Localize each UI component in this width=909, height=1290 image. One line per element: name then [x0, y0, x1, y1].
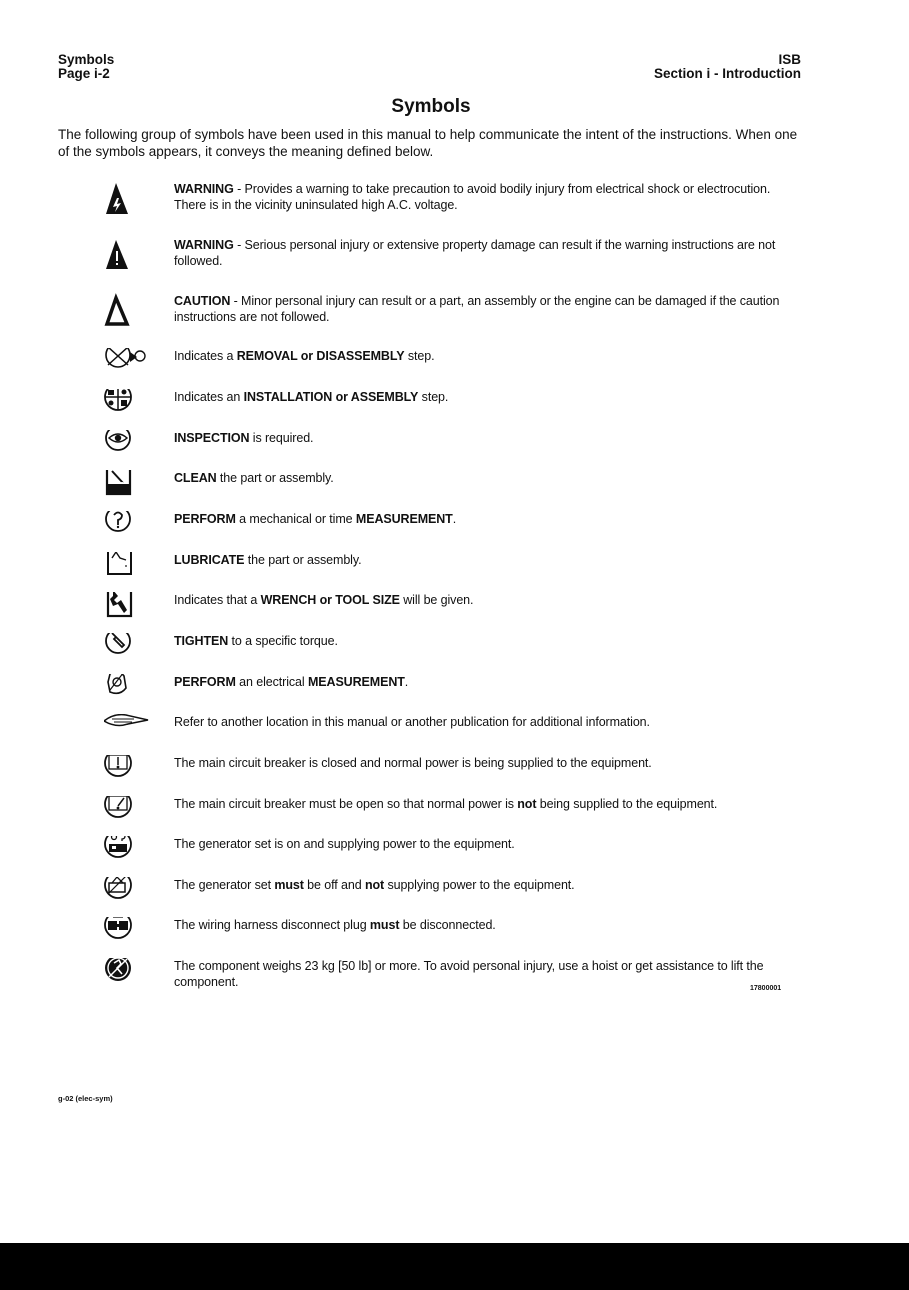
- emphasis-text: INSTALLATION or ASSEMBLY: [243, 390, 419, 404]
- removal-icon: [104, 348, 144, 388]
- refer-hand-icon: [104, 714, 144, 754]
- symbol-description: [174, 348, 794, 364]
- caution-triangle-icon: [104, 293, 144, 333]
- section-name: Symbols: [58, 52, 115, 67]
- page-number: Page i-2: [58, 66, 110, 81]
- description-text: The main circuit breaker must be open so that normal power is: [174, 797, 518, 811]
- symbol-description: [174, 755, 794, 771]
- lubricate-oilcan-icon: [104, 552, 144, 592]
- emphasis-text: PERFORM: [174, 512, 236, 526]
- description-text: an electrical: [235, 675, 308, 689]
- warning-electrical-triangle-icon: [104, 181, 144, 221]
- description-text: .: [404, 675, 409, 689]
- page-footer: g-02 (elec-sym): [58, 1094, 113, 1103]
- description-text: .: [452, 512, 457, 526]
- emphasis-text: CLEAN: [174, 471, 217, 485]
- emphasis-text: LUBRICATE: [174, 553, 245, 567]
- installation-icon: [104, 389, 144, 429]
- wrench-size-icon: [104, 592, 144, 632]
- emphasis-text: not: [364, 878, 385, 892]
- symbol-description: [174, 470, 794, 486]
- description-text: be disconnected.: [399, 918, 496, 932]
- genset-on-icon: [104, 836, 144, 876]
- emphasis-text: PERFORM: [174, 675, 236, 689]
- scan-bottom-border: [0, 1243, 909, 1290]
- symbol-description: [174, 836, 794, 852]
- figure-code: 17800001: [750, 985, 782, 992]
- tighten-torque-icon: [104, 633, 144, 673]
- symbol-description: [174, 552, 794, 568]
- page-title: Symbols: [391, 96, 471, 117]
- description-text: a mechanical or time: [235, 512, 356, 526]
- inspection-eye-icon: [104, 430, 144, 470]
- description-text: The generator set is on and supplying power to the equipment.: [174, 837, 515, 851]
- description-text: supplying power to the equipment.: [384, 878, 575, 892]
- description-text: Refer to another location in this manual or another publication for additional information.: [174, 715, 650, 729]
- description-text: step.: [418, 390, 449, 404]
- description-text: step.: [404, 349, 435, 363]
- symbol-description: [174, 592, 794, 608]
- breaker-open-icon: [104, 796, 144, 836]
- emphasis-text: INSPECTION: [174, 431, 250, 445]
- symbol-description: [174, 511, 794, 527]
- description-text: the part or assembly.: [216, 471, 334, 485]
- symbol-description: [174, 293, 794, 325]
- description-text: is required.: [249, 431, 314, 445]
- emphasis-text: must: [369, 918, 400, 932]
- description-text: Indicates a: [174, 349, 237, 363]
- description-text: The component weighs 23 kg [50 lb] or more. To avoid personal injury, use a hoist or get assistance to lift the component.: [174, 959, 764, 989]
- description-text: - Provides a warning to take precaution to avoid bodily injury from electrical shock or electrocution. There is in the vicinity uninsulated high A.C. voltage.: [174, 182, 771, 212]
- harness-disconnect-icon: [104, 917, 144, 957]
- description-text: to a specific torque.: [228, 634, 338, 648]
- description-text: be off and: [303, 878, 365, 892]
- emphasis-text: must: [274, 878, 304, 892]
- symbol-description: [174, 633, 794, 649]
- emphasis-text: CAUTION: [174, 294, 231, 308]
- symbol-description: [174, 714, 794, 730]
- measurement-icon: [104, 511, 144, 551]
- manual-name: ISB: [778, 52, 801, 67]
- breaker-closed-icon: [104, 755, 144, 795]
- page-header-right: [654, 53, 801, 81]
- emphasis-text: WARNING: [174, 182, 234, 196]
- emphasis-text: not: [517, 797, 537, 811]
- page-header-left: [58, 53, 114, 81]
- emphasis-text: TIGHTEN: [174, 634, 229, 648]
- description-text: Indicates an: [174, 390, 244, 404]
- emphasis-text: MEASUREMENT: [307, 675, 405, 689]
- description-text: The wiring harness disconnect plug: [174, 918, 370, 932]
- description-text: the part or assembly.: [244, 553, 362, 567]
- symbol-description: [174, 877, 794, 893]
- symbol-description: [174, 389, 794, 405]
- emphasis-text: MEASUREMENT: [355, 512, 453, 526]
- genset-off-icon: [104, 877, 144, 917]
- description-text: will be given.: [399, 593, 474, 607]
- symbol-description: [174, 674, 794, 690]
- symbol-description: [174, 237, 794, 269]
- emphasis-text: WARNING: [174, 238, 234, 252]
- symbol-description: [174, 181, 794, 213]
- warning-triangle-icon: [104, 237, 144, 277]
- clean-icon: [104, 470, 144, 510]
- description-text: The main circuit breaker is closed and normal power is being supplied to the equipment.: [174, 756, 652, 770]
- description-text: being supplied to the equipment.: [536, 797, 718, 811]
- emphasis-text: WRENCH or TOOL SIZE: [260, 593, 400, 607]
- description-text: - Serious personal injury or extensive property damage can result if the warning instructions are not followed.: [174, 238, 776, 268]
- description-text: The generator set: [174, 878, 275, 892]
- symbol-description: [174, 958, 794, 990]
- heavy-lift-icon: [104, 958, 144, 998]
- description-text: Indicates that a: [174, 593, 261, 607]
- electrical-measurement-icon: [104, 674, 144, 714]
- emphasis-text: REMOVAL or DISASSEMBLY: [236, 349, 405, 363]
- section-title: Section i - Introduction: [654, 66, 801, 81]
- symbol-description: [174, 430, 794, 446]
- symbol-description: [174, 917, 794, 933]
- description-text: - Minor personal injury can result or a part, an assembly or the engine can be damaged if the caution instructions are not followed.: [174, 294, 780, 324]
- intro-paragraph: The following group of symbols have been used in this manual to help communicate the intent of the instructions. When one of the symbols appears, it conveys the meaning defined below.: [58, 127, 798, 159]
- symbol-description: [174, 796, 794, 812]
